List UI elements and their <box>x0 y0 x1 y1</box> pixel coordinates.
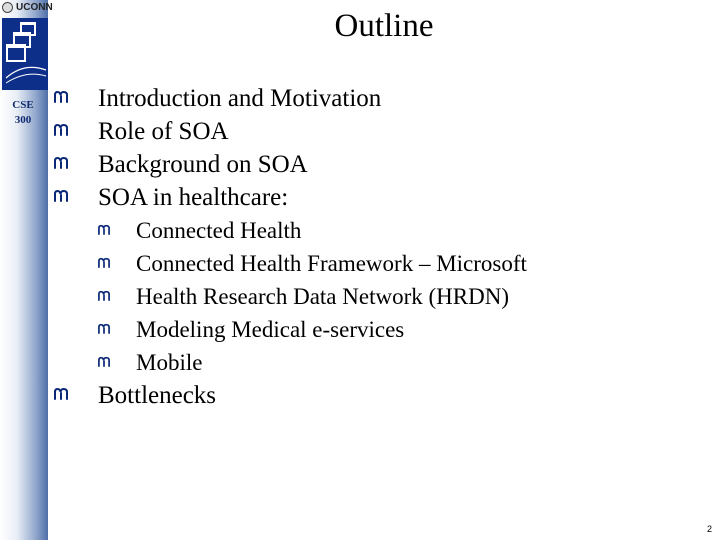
bullet-marker-icon <box>54 123 68 136</box>
bullet-marker-icon <box>98 223 110 235</box>
sub-bullet-item <box>54 214 527 247</box>
bullet-item <box>54 379 527 412</box>
bullet-text: SOA in healthcare: <box>98 184 289 211</box>
bullet-item <box>54 115 527 148</box>
university-name: UCONN <box>16 1 53 13</box>
bullet-text: Introduction and Motivation <box>98 85 382 112</box>
slide-title: Outline <box>334 8 434 44</box>
sidebar <box>0 0 48 540</box>
bullet-text: Modeling Medical e-services <box>136 317 405 342</box>
course-code <box>0 98 46 128</box>
logo <box>2 18 48 90</box>
bullet-text: Connected Health <box>136 218 302 243</box>
bullet-item <box>54 148 527 181</box>
logo-windows-icon <box>2 18 48 90</box>
course-line-2: 300 <box>14 114 32 126</box>
bullet-item <box>54 82 527 115</box>
bullet-marker-icon <box>98 256 110 268</box>
bullet-marker-icon <box>54 387 68 400</box>
bullet-marker-icon <box>98 355 110 367</box>
bullet-text: Bottlenecks <box>98 382 217 409</box>
bullet-text: Connected Health Framework – Microsoft <box>136 251 527 276</box>
sub-bullet-item <box>54 247 527 280</box>
bullet-text: Mobile <box>136 350 203 375</box>
bullet-marker-icon <box>54 189 68 202</box>
sub-bullet-item <box>54 280 527 313</box>
sub-bullet-item <box>54 346 527 379</box>
bullet-marker-icon <box>54 156 68 169</box>
bullet-text: Background on SOA <box>98 151 308 178</box>
bullet-item <box>54 181 527 214</box>
page-number: 2 <box>706 524 712 534</box>
bullet-marker-icon <box>54 90 68 103</box>
course-line-1: CSE <box>12 99 34 111</box>
sub-bullet-item <box>54 313 527 346</box>
bullet-text: Role of SOA <box>98 118 229 145</box>
university-seal-icon <box>2 2 13 13</box>
bullet-marker-icon <box>98 322 110 334</box>
bullet-list <box>54 82 527 412</box>
bullet-marker-icon <box>98 289 110 301</box>
bullet-text: Health Research Data Network (HRDN) <box>136 284 509 309</box>
university-header <box>0 0 53 14</box>
